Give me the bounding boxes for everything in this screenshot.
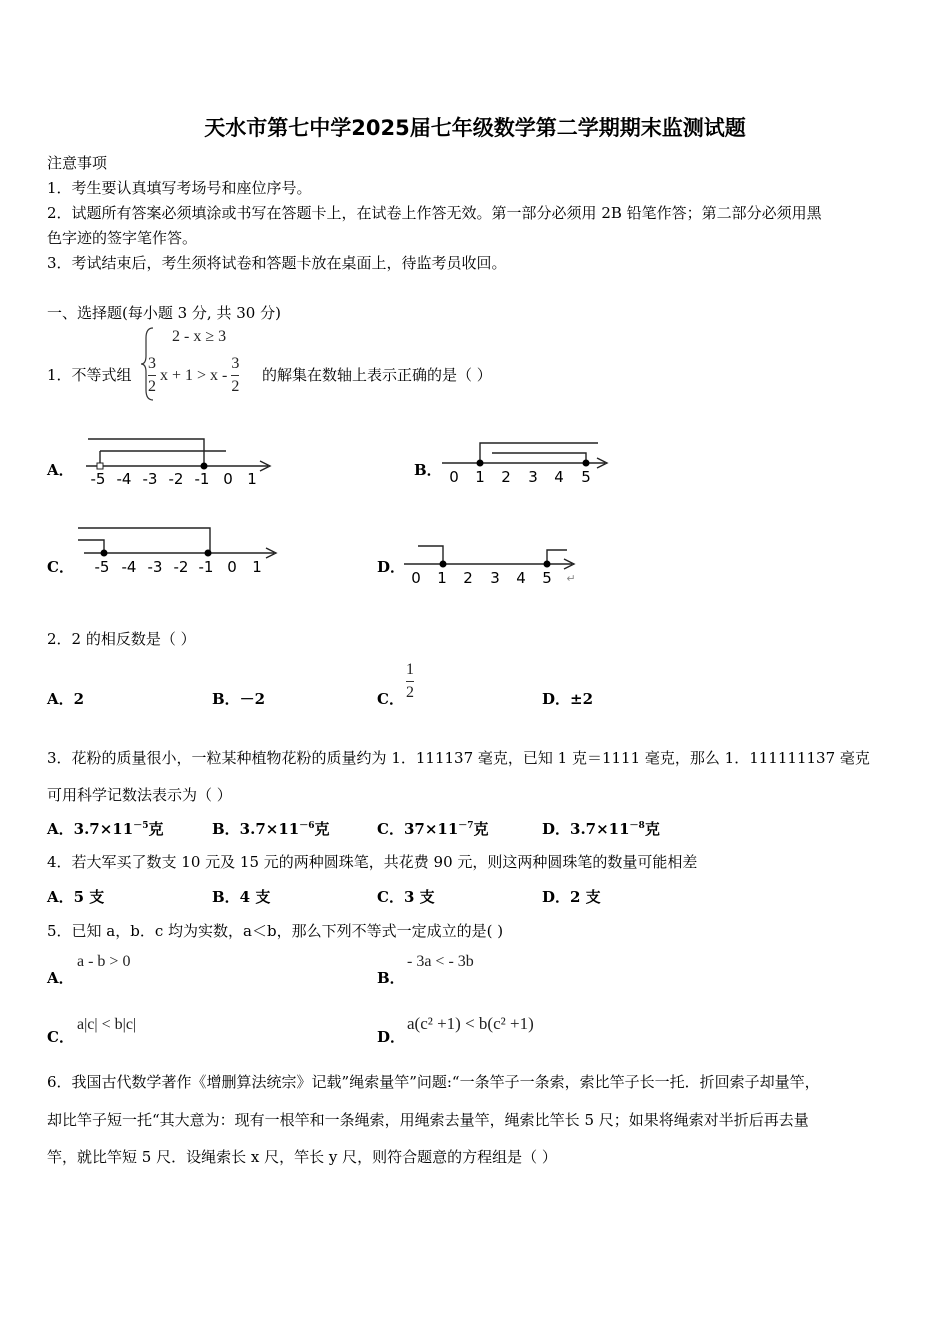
q1-option-c-label[interactable]: C． [47,558,74,576]
unit: 克 [473,820,489,838]
option-text: C．37×11 [377,820,459,838]
tick-label: -1 [198,558,214,576]
q1-suffix: 的解集在数轴上表示正确的是（ ） [262,366,492,384]
q2-option-c-label[interactable]: C． [377,690,404,708]
q1-prefix: 1．不等式组 [47,366,132,384]
notice-heading: 注意事项 [47,154,108,172]
q3-option-d[interactable] [542,818,660,839]
tick-label: 0 [223,470,233,488]
tick-label: 1 [247,470,257,488]
q1-system-mid: x + 1 > x - [160,366,228,384]
q3-stem-line1: 3．花粉的质量很小，一粒某种植物花粉的质量约为 1．111137 毫克，已知 1 克＝1111 毫克，那么 1．111111137 毫克 [47,749,870,767]
number-line-a [78,432,278,490]
tick-label: -3 [142,470,158,488]
tick-label: -3 [147,558,163,576]
exponent: －6 [299,821,315,831]
unit: 克 [644,820,660,838]
tick-label: -4 [116,470,132,488]
q1-option-b-label[interactable]: B． [414,461,442,479]
tick-label: 2 [501,468,511,486]
tick-label: 1 [475,468,485,486]
notice-item: 2．试题所有答案必须填涂或书写在答题卡上，在试卷上作答无效。第一部分必须用 2B 铅笔作答；第二部分必须用黑 [47,204,822,222]
option-text: D．3.7×11 [542,820,630,838]
q4-option-b[interactable]: B．4 支 [212,888,271,906]
q1-system-line1: 2 - x ≥ 3 [172,328,227,345]
q4-option-a[interactable]: A．5 支 [47,888,105,906]
q2-option-b[interactable]: B．－2 [212,690,266,708]
fraction [148,356,156,395]
frac-den: 2 [231,378,240,395]
tick-label: -5 [94,558,110,576]
q6-line2: 却比竿子短一托“其大意为：现有一根竿和一条绳索，用绳索去量竿，绳索比竿长 5 尺；如果将绳索对半折后再去量 [47,1111,809,1129]
unit: 克 [148,820,164,838]
exponent: －7 [458,821,474,831]
frac-num: 1 [406,661,414,678]
q1-option-d-label[interactable]: D． [377,558,406,576]
tick-label: -4 [121,558,137,576]
tick-label: 4 [516,569,526,587]
q2-option-d[interactable]: D．±2 [542,690,594,708]
q6-line1: 6．我国古代数学著作《增删算法统宗》记载”绳索量竿”问题:“一条竿子一条索，索比竿子长一托．折回索子却量竿， [47,1073,820,1091]
frac-den: 2 [406,684,414,701]
section-heading: 一、选择题(每小题 3 分, 共 30 分) [47,304,281,322]
option-text: A．3.7×11 [47,820,134,838]
tick-label: -2 [168,470,184,488]
q4-option-c[interactable]: C．3 支 [377,888,435,906]
unit: 克 [314,820,330,838]
frac-num: 3 [148,355,156,372]
tick-label: 4 [554,468,564,486]
frac-num: 3 [231,355,240,372]
frac-den: 2 [148,378,156,395]
tick-label: -1 [194,470,210,488]
q3-stem-line2: 可用科学记数法表示为（ ） [47,786,232,804]
q6-line3: 竿，就比竿短 5 尺．设绳索长 x 尺，竿长 y 尺，则符合题意的方程组是（ ） [47,1148,557,1166]
number-line-d [402,536,587,592]
q2-stem: 2．2 的相反数是（ ） [47,630,196,648]
tick-label: 3 [490,569,500,587]
q3-option-c[interactable] [377,818,489,839]
tick-label: 5 [542,569,552,587]
return-mark-icon: ↵ [566,572,576,585]
tick-label: -5 [90,470,106,488]
q5-option-a-expr: a - b > 0 [77,953,131,970]
q1-system-line2 [148,356,239,395]
tick-label: 0 [227,558,237,576]
tick-label: 0 [411,569,421,587]
q5-option-a-label[interactable]: A． [47,969,74,987]
tick-label: 5 [581,468,591,486]
q3-option-b[interactable] [212,818,330,839]
q5-option-c-label[interactable]: C． [47,1028,74,1046]
q4-stem: 4．若大军买了数支 10 元及 15 元的两种圆珠笔，共花费 90 元，则这两种圆珠笔的数量可能相差 [47,853,698,871]
fraction [231,356,239,395]
q5-option-c-expr: a|c| < b|c| [77,1016,137,1033]
q2-option-a[interactable]: A．2 [47,690,85,708]
q3-option-a[interactable] [47,818,163,839]
q5-option-d-expr: a(c² +1) < b(c² +1) [407,1014,534,1033]
tick-label: 0 [449,468,459,486]
q2-option-c-fraction [406,662,414,701]
q1-option-a-label[interactable]: A． [47,461,74,479]
option-text: B．3.7×11 [212,820,300,838]
tick-label: 1 [437,569,447,587]
notice-item: 色字迹的签字笔作答。 [47,229,198,247]
q5-option-b-label[interactable]: B． [377,969,405,987]
tick-label: 1 [252,558,262,576]
q4-option-d[interactable]: D．2 支 [542,888,601,906]
notice-item: 1．考生要认真填写考场号和座位序号。 [47,179,312,197]
tick-label: -2 [173,558,189,576]
q5-option-b-expr: - 3a < - 3b [407,953,474,970]
tick-label: 2 [463,569,473,587]
exponent: －5 [133,821,149,831]
tick-label: 3 [528,468,538,486]
number-line-c [74,520,284,578]
number-line-b [440,432,615,490]
q5-option-d-label[interactable]: D． [377,1028,406,1046]
q5-stem: 5．已知 a，b．c 均为实数，a＜b，那么下列不等式一定成立的是( ) [47,922,504,940]
page-title: 天水市第七中学2025届七年级数学第二学期期末监测试题 [204,116,746,140]
exponent: －8 [629,821,645,831]
notice-item: 3．考试结束后，考生须将试卷和答题卡放在桌面上，待监考员收回。 [47,254,507,272]
